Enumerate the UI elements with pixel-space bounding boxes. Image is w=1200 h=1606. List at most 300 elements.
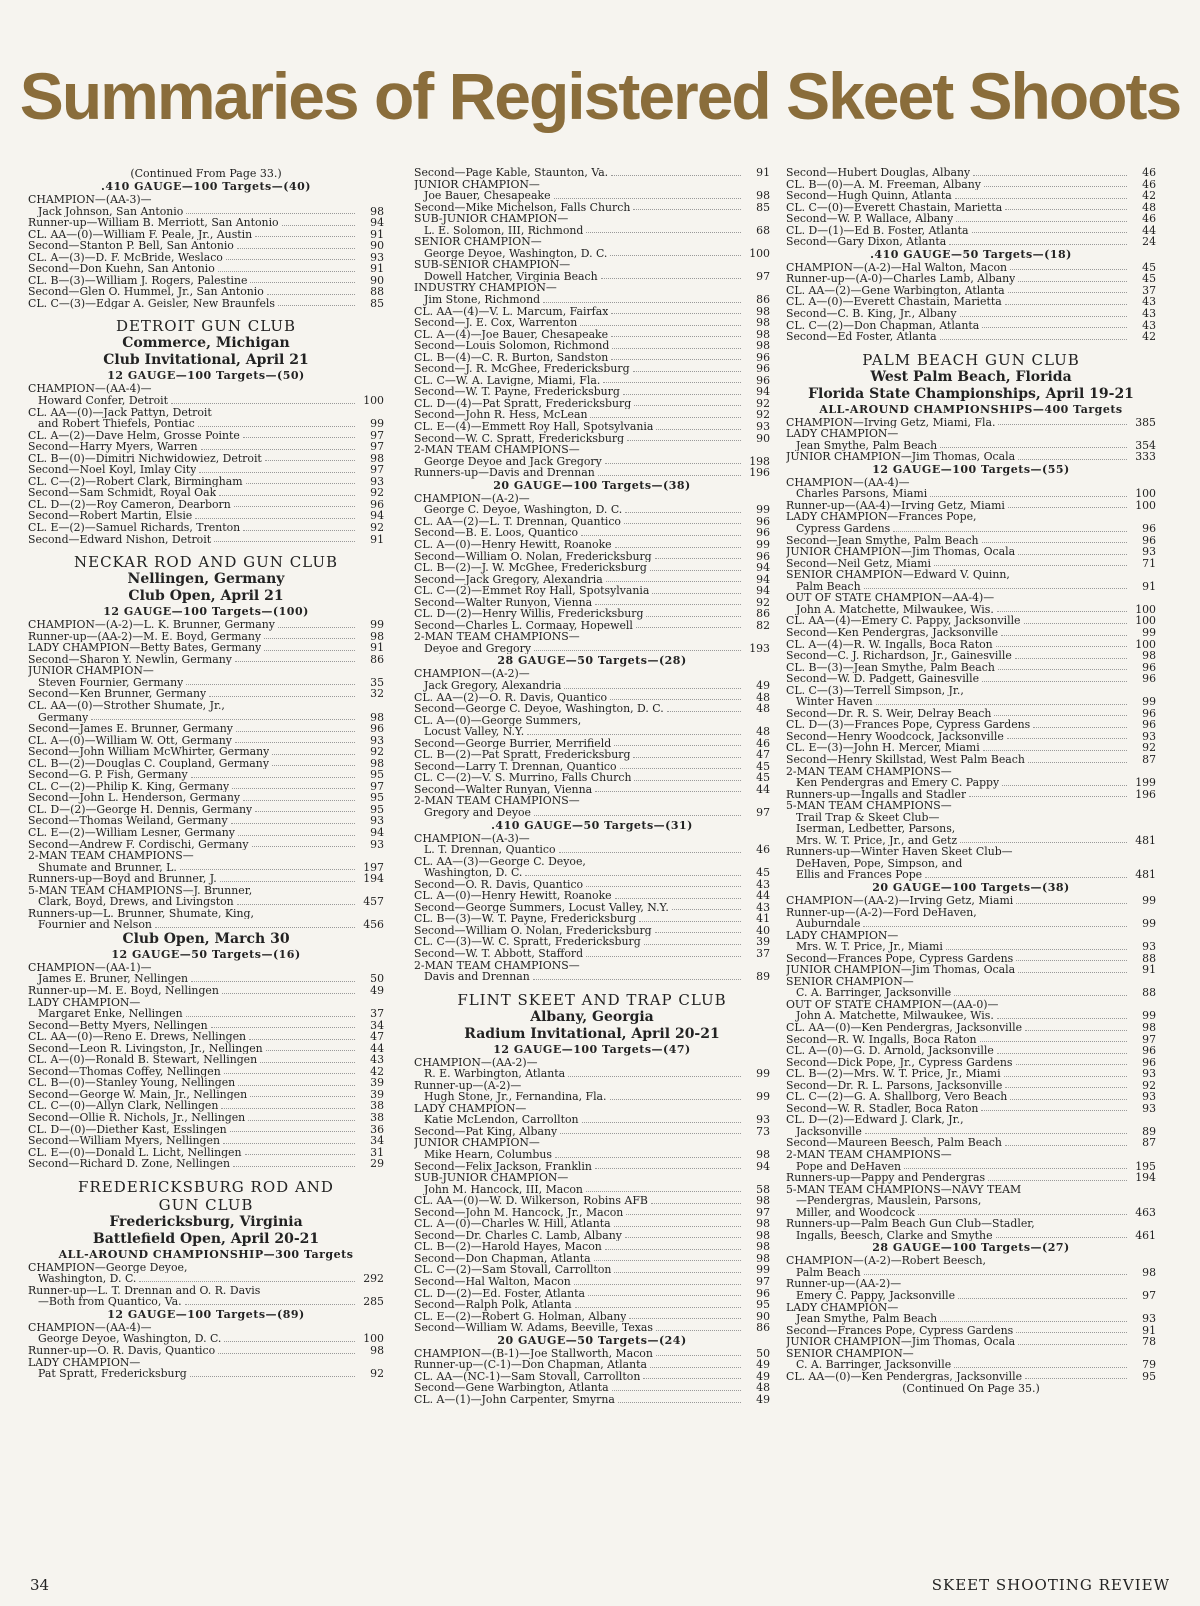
result-text: Runner-up—(A-2)—Ford DeHaven,	[786, 906, 977, 919]
score: 194	[1135, 1171, 1156, 1185]
result-row	[28, 395, 384, 407]
result-text: 5-MAN TEAM CHAMPIONS—J. Brunner,	[28, 884, 253, 897]
result-row	[786, 1267, 1156, 1279]
column-middle	[414, 167, 770, 1572]
result-row	[28, 1345, 384, 1357]
score: 91	[756, 167, 770, 179]
dot-leader	[222, 993, 355, 994]
dot-leader	[876, 704, 1127, 705]
dot-leader	[235, 742, 355, 743]
result-row	[414, 1195, 770, 1207]
result-text: CL. B—(2)—Douglas C. Coupland, Germany	[28, 757, 269, 770]
dot-leader	[940, 1321, 1127, 1322]
result-row	[786, 685, 1156, 697]
result-row	[786, 569, 1156, 581]
dot-leader	[1016, 1064, 1127, 1065]
result-text: CL. B—(0)—Stanley Young, Nellingen	[28, 1077, 236, 1089]
score: 48	[756, 725, 770, 739]
result-row	[414, 971, 770, 983]
result-row	[28, 896, 384, 908]
dot-leader	[623, 394, 741, 395]
score: 42	[1142, 189, 1156, 203]
result-row	[414, 352, 770, 364]
dot-leader	[598, 475, 741, 476]
result-text: Second—W. C. Spratt, Fredericksburg	[414, 432, 625, 445]
club-name: NECKAR ROD AND GUN CLUB	[74, 553, 338, 572]
result-text: 2-MAN TEAM CHAMPIONS—	[786, 765, 952, 778]
result-text: Charles Parsons, Miami	[796, 488, 928, 500]
result-row	[414, 271, 770, 283]
column-left	[28, 167, 384, 1572]
dot-leader	[940, 447, 1127, 448]
result-text: CL. C—(2)—G. A. Shallborg, Vero Beach	[786, 1091, 1008, 1103]
score: 98	[756, 1240, 770, 1254]
score: 91	[1142, 963, 1156, 977]
score: 99	[1142, 695, 1156, 709]
result-row	[786, 869, 1156, 881]
result-text: Second—Richard D. Zone, Nellingen	[28, 1158, 231, 1170]
result-text: JUNIOR CHAMPION—Jim Thomas, Ocala	[786, 546, 1016, 558]
result-row	[414, 585, 770, 597]
result-row	[414, 643, 770, 655]
result-text: Runners-up—L. Brunner, Shumate, King,	[28, 907, 254, 920]
score: 95	[370, 768, 384, 782]
score: 43	[756, 900, 770, 914]
dot-leader	[1005, 304, 1127, 305]
dot-leader	[595, 791, 741, 792]
result-text: LADY CHAMPION—	[786, 929, 899, 942]
result-text: Second—W. R. Stadler, Boca Raton	[786, 1102, 979, 1115]
result-row	[28, 688, 384, 700]
result-row	[786, 858, 1156, 870]
dot-leader	[224, 1073, 355, 1074]
result-text: Second—John L. Henderson, Germany	[28, 792, 241, 804]
score: 197	[363, 860, 384, 874]
result-text: CHAMPION—(A-2)—	[414, 668, 530, 680]
score: 93	[1142, 1090, 1156, 1104]
result-text: L. T. Drennan, Quantico	[424, 844, 556, 856]
result-text: Miller, and Woodcock	[796, 1206, 915, 1219]
page-title: Summaries of Registered Skeet Shoots	[19, 59, 1181, 133]
dot-leader	[186, 1016, 355, 1017]
score: 31	[370, 1145, 384, 1159]
dot-leader	[610, 255, 741, 256]
result-text: CHAMPION—(AA-4)—	[786, 476, 910, 489]
dot-leader	[586, 1191, 741, 1192]
dot-leader	[1010, 269, 1127, 270]
result-text: Pope and DeHaven	[796, 1160, 902, 1173]
result-text: CL. AA—(0)—William F. Peale, Jr., Austin	[28, 228, 253, 241]
score: 47	[756, 748, 770, 762]
result-row	[786, 1278, 1156, 1290]
result-row	[786, 417, 1156, 429]
result-row	[786, 500, 1156, 512]
result-text: Jacksonville	[796, 1125, 862, 1138]
score: 100	[1135, 637, 1156, 651]
score: 98	[1142, 649, 1156, 663]
result-row	[414, 467, 770, 479]
result-row	[414, 282, 770, 294]
result-row	[28, 1333, 384, 1345]
result-text: Second—C. B. King, Jr., Albany	[786, 308, 957, 320]
result-text: 2-MAN TEAM CHAMPIONS—	[414, 444, 580, 456]
result-row	[786, 1149, 1156, 1161]
result-text: CL. B—(2)—Mrs. W. T. Price, Jr., Miami	[786, 1068, 1001, 1080]
result-text: CL. E—(4)—Emmett Roy Hall, Spotsylvania	[414, 421, 654, 433]
note: (Continued From Page 33.)	[130, 167, 282, 180]
result-text: 5-MAN TEAM CHAMPIONS—NAVY TEAM	[786, 1183, 1022, 1196]
dot-leader	[956, 221, 1127, 222]
result-text: CHAMPION—(AA-4)—	[28, 383, 152, 396]
result-text: JUNIOR CHAMPION—	[414, 178, 540, 191]
score: 98	[370, 1344, 384, 1358]
score: 92	[756, 396, 770, 410]
dot-leader	[636, 627, 741, 628]
result-row	[414, 833, 770, 845]
dot-leader	[525, 875, 741, 876]
result-text: CHAMPION—(AA-2)—	[414, 1056, 538, 1069]
result-row	[786, 800, 1156, 812]
result-text: Second—Dr. R. L. Parsons, Jacksonville	[786, 1079, 1003, 1092]
result-text: Trail Trap & Skeet Club—	[796, 811, 940, 824]
result-text: Dowell Hatcher, Virginia Beach	[424, 270, 598, 283]
score: 94	[756, 561, 770, 575]
result-row	[786, 754, 1156, 766]
result-text: Second—Larry T. Drennan, Quantico	[414, 760, 617, 773]
dot-leader	[864, 588, 1127, 589]
dot-leader	[282, 225, 355, 226]
score: 92	[756, 595, 770, 609]
result-text: Second—John R. Hess, McLean	[414, 409, 588, 422]
score: 97	[370, 779, 384, 793]
result-text: CL. D—(3)—Frances Pope, Cypress Gardens	[786, 719, 1031, 731]
event-heading: 28 GAUGE—100 Targets—(27)	[872, 1241, 1070, 1255]
result-text: CHAMPION—(B-1)—Joe Stallworth, Macon	[414, 1347, 653, 1360]
result-row	[786, 835, 1156, 847]
result-row	[28, 723, 384, 735]
result-text: Second—Ralph Polk, Atlanta	[414, 1299, 572, 1311]
dot-leader	[994, 715, 1127, 716]
score: 94	[370, 825, 384, 839]
result-row	[28, 850, 384, 862]
dot-leader	[946, 949, 1127, 950]
result-text: CL. AA—(0)—Jack Pattyn, Detroit	[28, 406, 212, 419]
result-text: CHAMPION—Irving Getz, Miami, Fla.	[786, 416, 996, 429]
result-text: Second—R. W. Ingalls, Boca Raton	[786, 1033, 977, 1046]
result-row	[786, 262, 1156, 274]
result-text: George Deyoe and Jack Gregory	[424, 455, 602, 468]
score: 91	[370, 262, 384, 276]
score: 99	[756, 1090, 770, 1104]
score: 196	[749, 466, 770, 480]
result-row	[414, 1080, 770, 1092]
score: 93	[756, 420, 770, 434]
result-row	[414, 844, 770, 856]
result-text: CL. A—(0)—Henry Hewitt, Roanoke	[414, 538, 612, 551]
result-row	[786, 964, 1156, 976]
result-row	[28, 712, 384, 724]
result-row	[786, 918, 1156, 930]
result-row	[28, 407, 384, 419]
result-row	[786, 1336, 1156, 1348]
dot-leader	[91, 719, 355, 720]
score: 98	[370, 710, 384, 724]
result-text: Second—G. P. Fish, Germany	[28, 769, 188, 781]
result-row	[414, 306, 770, 318]
column-right	[786, 167, 1156, 1572]
result-row	[786, 1126, 1156, 1138]
dot-leader	[201, 449, 355, 450]
score: 45	[1142, 272, 1156, 286]
club-subheading: Fredericksburg, Virginia	[109, 1213, 303, 1230]
result-text: Runner-up—M. E. Boyd, Nellingen	[28, 984, 219, 997]
score: 44	[370, 1041, 384, 1055]
dot-leader	[981, 1110, 1127, 1111]
score: 98	[1142, 1021, 1156, 1034]
score: 97	[1142, 1032, 1156, 1046]
dot-leader	[893, 531, 1127, 532]
result-text: John A. Matchette, Milwaukee, Wis.	[796, 603, 994, 616]
result-row	[414, 1371, 770, 1383]
result-row	[28, 510, 384, 522]
result-text: CL. B—(4)—C. R. Burton, Sandston	[414, 351, 609, 364]
result-text: CL. AA—(2)—O. R. Davis, Quantico	[414, 691, 608, 704]
score: 95	[756, 1298, 770, 1312]
result-row	[786, 777, 1156, 789]
result-row	[28, 862, 384, 874]
dot-leader	[629, 1318, 741, 1319]
result-row	[786, 650, 1156, 662]
dot-leader	[1018, 1344, 1127, 1345]
result-row	[786, 477, 1156, 489]
dot-leader	[614, 745, 741, 746]
dot-leader	[190, 1376, 355, 1377]
score: 92	[1142, 1078, 1156, 1092]
event-heading: 12 GAUGE—100 Targets—(89)	[107, 1307, 305, 1321]
score: 96	[1142, 522, 1156, 536]
dot-leader	[1018, 554, 1127, 555]
result-text: CL. B—(2)—Harold Hayes, Macon	[414, 1241, 602, 1253]
result-text: Second—Dr. Charles C. Lamb, Albany	[414, 1229, 622, 1242]
result-row	[414, 493, 770, 505]
result-text: Second—Gene Warbington, Atlanta	[414, 1382, 609, 1394]
result-row	[414, 738, 770, 750]
result-text: CL. A—(0)—George Summers,	[414, 714, 582, 727]
club-subheading: Club Open, April 21	[128, 588, 284, 605]
dot-leader	[930, 496, 1127, 497]
result-text: Second—Andrew F. Cordischi, Germany	[28, 838, 249, 851]
result-text: Ken Pendergras and Emery C. Pappy	[796, 777, 1000, 789]
dot-leader	[264, 650, 355, 651]
result-row	[414, 703, 770, 715]
result-text: CL. D—(0)—Diether Kast, Esslingen	[28, 1123, 227, 1136]
result-row	[414, 807, 770, 819]
result-row	[786, 627, 1156, 639]
result-text: CL. D—(4)—Pat Spratt, Fredericksburg	[414, 397, 632, 410]
result-row	[28, 1031, 384, 1043]
dot-leader	[610, 699, 741, 700]
club-name: DETROIT GUN CLUB	[115, 317, 297, 336]
result-row	[414, 726, 770, 738]
dot-leader	[248, 1120, 355, 1121]
result-row	[28, 499, 384, 511]
result-row	[786, 511, 1156, 523]
score: 95	[370, 802, 384, 816]
result-text: CL. AA—(4)—Emery C. Pappy, Jacksonville	[786, 615, 1021, 627]
score: 96	[756, 362, 770, 376]
score: 100	[1135, 602, 1156, 616]
dot-leader	[958, 1298, 1127, 1299]
result-row	[414, 1288, 770, 1300]
dot-leader	[255, 811, 355, 812]
dot-leader	[997, 611, 1127, 612]
result-text: Second—Walter Runyon, Vienna	[414, 596, 593, 609]
result-row	[28, 418, 384, 430]
magazine-name: SKEET SHOOTING REVIEW	[931, 1576, 1170, 1594]
score: 93	[370, 250, 384, 264]
result-row	[28, 827, 384, 839]
result-text: CL. A—(0)—G. D. Arnold, Jacksonville	[786, 1045, 994, 1057]
score: 456	[363, 918, 384, 932]
result-row	[786, 719, 1156, 731]
result-text: CHAMPION—George Deyoe,	[28, 1261, 188, 1274]
score: 48	[756, 702, 770, 716]
result-text: John A. Matchette, Milwaukee, Wis.	[796, 1010, 994, 1022]
score: 99	[756, 1067, 770, 1081]
result-text: CL. A—(0)—William W. Ott, Germany	[28, 734, 232, 747]
result-text: Second—Walter Runyan, Vienna	[414, 783, 593, 796]
result-row	[786, 1290, 1156, 1302]
score: 78	[1142, 1335, 1156, 1349]
score: 96	[1142, 1044, 1156, 1058]
result-text: L. E. Solomon, III, Richmond	[424, 224, 584, 237]
dot-leader	[243, 530, 355, 531]
result-text: Second—W. T. Payne, Fredericksburg	[414, 386, 620, 398]
result-text: Second—Gary Dixon, Atlanta	[786, 236, 947, 248]
result-row	[28, 804, 384, 816]
dot-leader	[934, 565, 1127, 566]
dot-leader	[960, 842, 1127, 843]
result-text: Runners-up—Boyd and Brunner, J.	[28, 873, 217, 885]
score: 46	[1142, 167, 1156, 179]
result-row	[28, 1262, 384, 1274]
result-text: C. A. Barringer, Jacksonville	[796, 1359, 952, 1371]
score: 50	[370, 972, 384, 986]
result-row	[786, 846, 1156, 858]
dot-leader	[984, 186, 1127, 187]
result-text: Second—Neil Getz, Miami	[786, 557, 931, 570]
score: 46	[756, 736, 770, 750]
result-text: 2-MAN TEAM CHAMPIONS—	[28, 850, 194, 862]
dot-leader	[1025, 1378, 1127, 1379]
result-text: Runner-up—L. T. Drennan and O. R. Davis	[28, 1284, 261, 1297]
result-text: Second—Frances Pope, Cypress Gardens	[786, 1324, 1014, 1337]
score: 37	[756, 947, 770, 960]
score: 71	[1142, 556, 1156, 570]
dot-leader	[1005, 1087, 1127, 1088]
score: 94	[370, 216, 384, 230]
result-row	[28, 206, 384, 218]
club-name: FLINT SKEET AND TRAP CLUB	[457, 990, 727, 1009]
result-row	[786, 1045, 1156, 1057]
result-text: CL. C—(2)—Robert Clark, Birmingham	[28, 475, 243, 488]
score: 87	[1142, 1136, 1156, 1150]
result-row	[414, 363, 770, 375]
result-row	[414, 608, 770, 620]
dot-leader	[238, 1085, 355, 1086]
dot-leader	[237, 248, 355, 249]
dot-leader	[1018, 972, 1127, 973]
result-text: Second—Charles L. Cormaay, Hopewell	[414, 619, 633, 632]
dot-leader	[260, 1062, 355, 1063]
score: 45	[756, 759, 770, 773]
score: 100	[1135, 487, 1156, 501]
dot-leader	[996, 646, 1127, 647]
score: 461	[1135, 1228, 1156, 1242]
result-row	[414, 386, 770, 398]
result-row	[414, 879, 770, 891]
dot-leader	[973, 175, 1127, 176]
club-subheading: Club Open, March 30	[122, 930, 290, 947]
result-row	[786, 213, 1156, 225]
dot-leader	[605, 463, 741, 464]
score: 94	[370, 509, 384, 523]
result-text: Mrs. W. T. Price, Jr., Miami	[796, 941, 943, 953]
dot-leader	[533, 979, 741, 980]
result-row	[786, 167, 1156, 179]
result-text: LADY CHAMPION—Betty Bates, Germany	[28, 642, 262, 654]
dot-leader	[646, 616, 741, 617]
score: 333	[1135, 450, 1156, 464]
result-row	[414, 631, 770, 643]
dot-leader	[250, 282, 355, 283]
score: 43	[1142, 307, 1156, 321]
dot-leader	[245, 1154, 355, 1155]
result-text: Second—Ken Pendergras, Jacksonville	[786, 626, 999, 639]
result-text: Second—Sharon Y. Newlin, Germany	[28, 653, 232, 666]
result-row	[786, 1184, 1156, 1196]
club-subheading: Commerce, Michigan	[122, 335, 290, 352]
result-text: Second—C. J. Richardson, Jr., Gainesville	[786, 650, 1012, 662]
dot-leader	[1025, 1030, 1127, 1031]
dot-leader	[543, 302, 741, 303]
result-text: CL. D—(2)—Henry Willis, Fredericksburg	[414, 608, 644, 620]
score: 92	[370, 521, 384, 535]
result-text: SENIOR CHAMPION—Edward V. Quinn,	[786, 569, 1010, 581]
dot-leader	[1024, 623, 1127, 624]
result-row	[786, 731, 1156, 743]
dot-leader	[656, 429, 741, 430]
score: 98	[1142, 1265, 1156, 1279]
result-text: CHAMPION—(AA-3)—	[28, 194, 152, 206]
result-row	[786, 558, 1156, 570]
dot-leader	[634, 780, 741, 781]
result-row	[414, 539, 770, 551]
result-row	[28, 487, 384, 499]
result-text: CHAMPION—(AA-4)—	[28, 1321, 152, 1334]
dot-leader	[534, 815, 741, 816]
dot-leader	[255, 236, 355, 237]
result-text: CL. B—(3)—William J. Rogers, Palestine	[28, 274, 248, 287]
dot-leader	[1004, 1076, 1127, 1077]
result-row	[786, 190, 1156, 202]
result-text: JUNIOR CHAMPION—Jim Thomas, Ocala	[786, 1336, 1016, 1348]
result-row	[414, 890, 770, 902]
result-row	[414, 1322, 770, 1334]
score: 93	[1142, 1101, 1156, 1115]
result-text: CL. B—(0)—Dimitri Nichwidowiez, Detroit	[28, 452, 262, 465]
result-row	[28, 1124, 384, 1136]
